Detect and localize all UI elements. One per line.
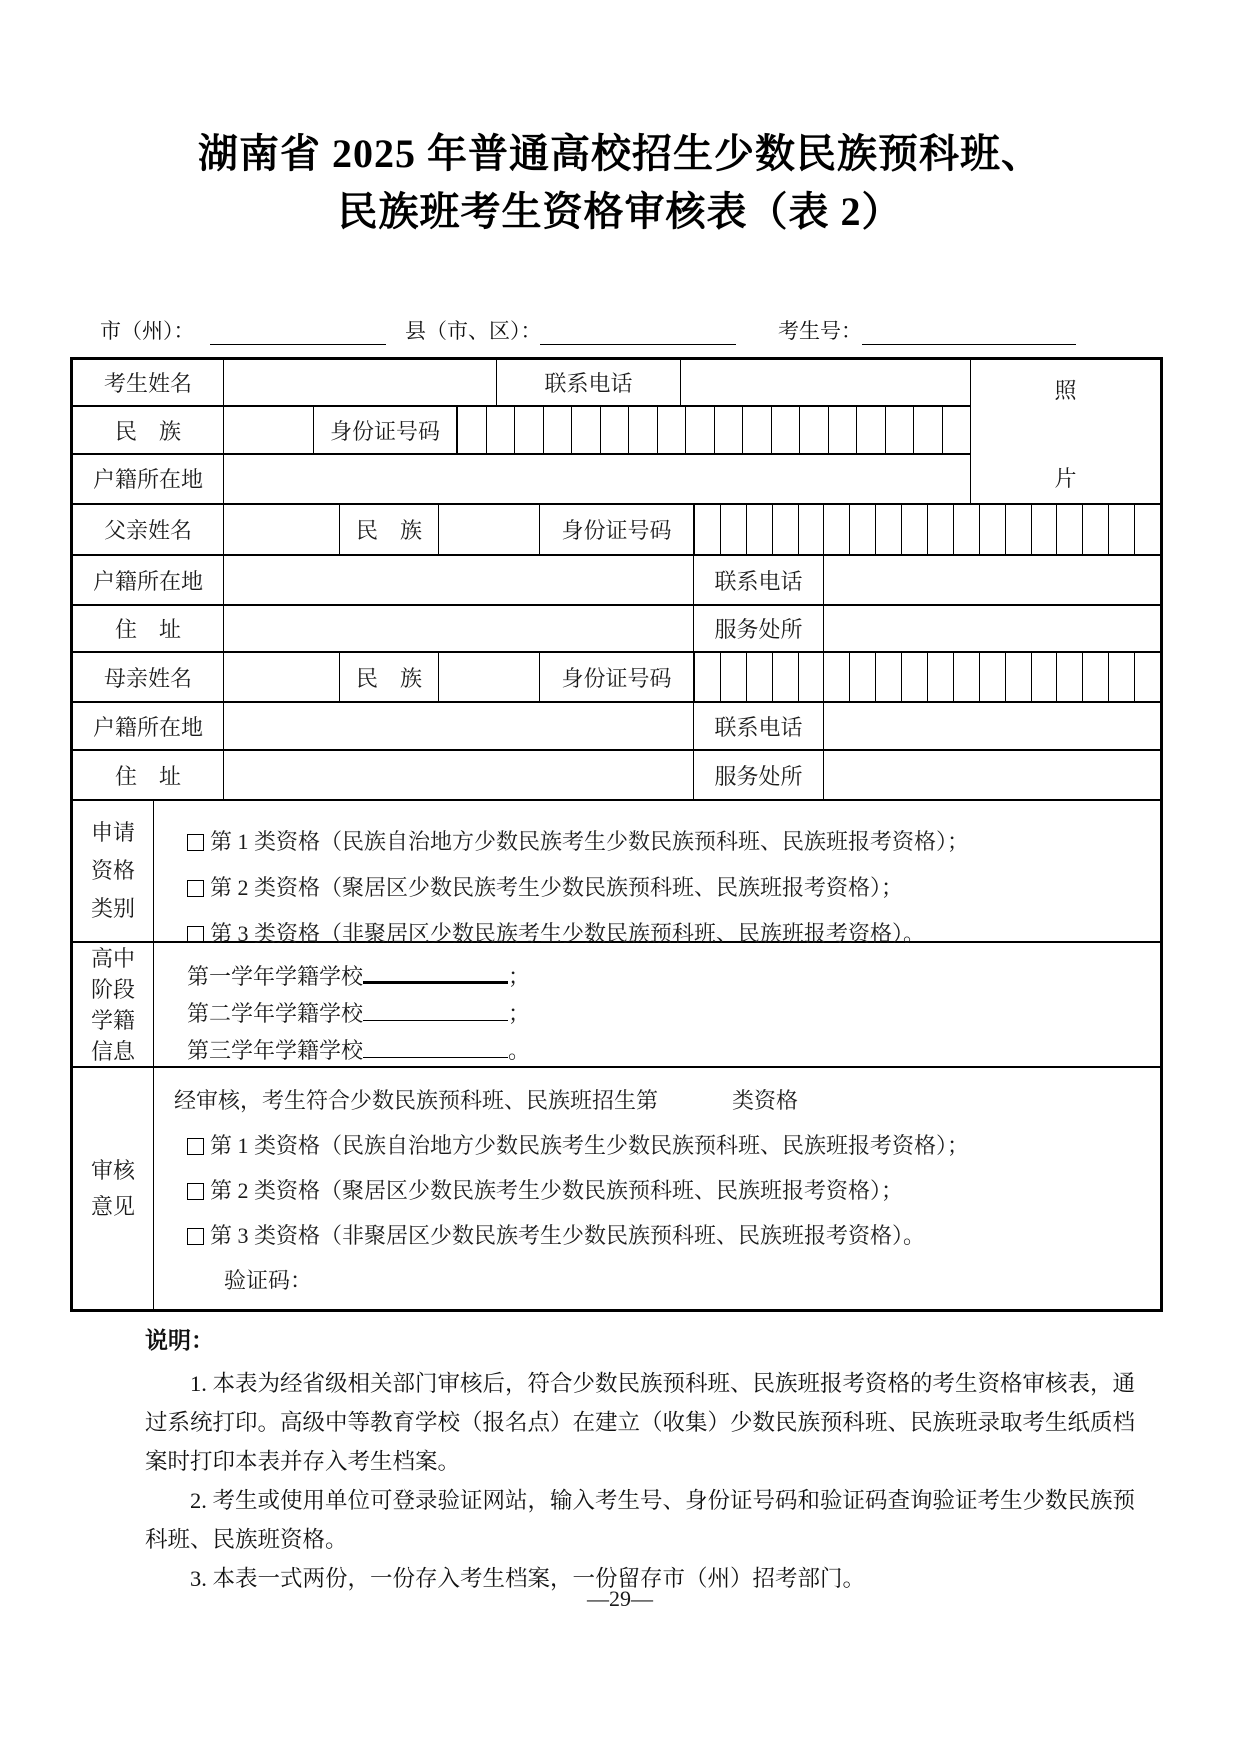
id-digit-cell[interactable] [798,653,824,701]
mother-address-label: 住 址 [114,763,181,789]
county-label: 县（市、区）： [405,319,542,343]
id-digit-cell[interactable] [714,407,743,452]
note-item-1: 1. 本表为经省级相关部门审核后，符合少数民族预科班、民族班报考资格的考生资格审核表，通过系统打印。高级中等教育学校（报名点）在建立（收集）少数民族预科班、民族班录取考生纸质档案时打印本表并存入考生档案。 [145,1371,1136,1474]
id-digit-cell[interactable] [1134,653,1160,701]
review-option-3: 第 3 类资格（非聚居区少数民族考生少数民族预科班、民族班报考资格）。 [174,1213,1150,1258]
id-digit-cell[interactable] [1031,653,1057,701]
candidate-residence-field[interactable] [223,455,970,503]
id-digit-cell[interactable] [1134,505,1160,554]
id-digit-cell[interactable] [1082,505,1108,554]
id-digit-cell[interactable] [600,407,629,452]
review-option-1: 第 1 类资格（民族自治地方少数民族考生少数民族预科班、民族班报考资格）； [174,1123,1150,1168]
notes-heading: 说明： [145,1328,214,1353]
id-digit-cell[interactable] [694,653,720,701]
id-digit-cell[interactable] [927,505,953,554]
id-digit-cell[interactable] [1108,505,1134,554]
review-intro-line: 经审核，考生符合少数民族预科班、民族班招生第 类资格 [174,1088,799,1113]
mother-ethnicity-field[interactable] [438,653,539,701]
id-digit-cell[interactable] [953,653,979,701]
candidate-name-row [73,360,970,407]
school-year2-input-line[interactable] [363,1001,508,1021]
id-digit-cell[interactable] [628,407,657,452]
father-ethnicity-label: 民 族 [339,505,438,554]
id-digit-cell[interactable] [799,407,828,452]
apply-option-2: 第 2 类资格（聚居区少数民族考生少数民族预科班、民族班报考资格）； [187,865,1150,911]
candidate-id-grid[interactable] [456,407,970,452]
city-label: 市（州）： [100,319,195,343]
id-digit-cell[interactable] [772,653,798,701]
photo-box [970,360,1160,503]
mother-ethnicity-label: 民 族 [339,653,438,701]
id-digit-cell[interactable] [823,653,849,701]
candidate-ethnicity-row [73,407,970,454]
father-id-grid[interactable] [693,505,1160,554]
father-address-label: 住 址 [114,617,181,642]
mother-name-label: 母亲姓名 [103,665,192,691]
apply-option-3: 第 3 类资格（非聚居区少数民族考生少数民族预科班、民族班报考资格）。 [187,911,1150,957]
id-digit-cell[interactable] [1056,653,1082,701]
mother-name-row [73,653,1160,703]
father-phone-field[interactable] [823,556,1160,604]
id-digit-cell[interactable] [856,407,885,452]
id-digit-cell[interactable] [457,407,486,452]
father-residence-label: 户籍所在地 [92,568,203,594]
id-digit-cell[interactable] [1108,653,1134,701]
id-digit-cell[interactable] [942,407,971,452]
father-name-row [73,505,1160,556]
id-digit-cell[interactable] [720,505,746,554]
school-info-row [73,943,1160,1068]
school-year1-input-line[interactable] [363,964,508,984]
id-digit-cell[interactable] [571,407,600,452]
father-phone-label: 联系电话 [693,556,823,604]
notes-section [145,1324,1137,1598]
father-workplace-field[interactable] [823,606,1160,651]
candidate-residence-row [73,455,970,503]
id-digit-cell[interactable] [849,505,875,554]
mother-workplace-label: 服务处所 [693,751,823,799]
id-digit-cell[interactable] [746,653,772,701]
page-number: —29— [587,1586,653,1611]
father-ethnicity-field[interactable] [438,505,539,554]
father-address-row [73,606,1160,653]
id-digit-cell[interactable] [849,653,875,701]
id-digit-cell[interactable] [746,505,772,554]
candidate-phone-field[interactable] [680,360,970,405]
school-info-label: 高中 阶段 学籍 信息 [90,945,135,1064]
review-form-table [70,357,1163,1312]
mother-residence-label: 户籍所在地 [92,714,203,740]
city-input-line[interactable] [210,318,386,345]
candidate-no-input-line[interactable] [862,318,1076,345]
candidate-phone-label: 联系电话 [496,360,680,405]
photo-label-bottom: 片 [1054,466,1077,491]
id-digit-cell[interactable] [828,407,857,452]
photo-label-top: 照 [1054,378,1077,403]
id-digit-cell[interactable] [901,505,927,554]
id-digit-cell[interactable] [543,407,572,452]
apply-category-options [153,801,1160,946]
mother-workplace-field[interactable] [823,751,1160,799]
checkbox-icon[interactable] [187,1228,204,1245]
mother-address-field[interactable] [223,751,693,799]
id-digit-cell[interactable] [927,653,953,701]
father-residence-row [73,556,1160,606]
mother-address-row [73,751,1160,801]
father-name-label: 父亲姓名 [103,518,192,543]
school-info-content [153,943,1160,1066]
id-digit-cell[interactable] [885,407,914,452]
checkbox-icon[interactable] [187,1138,204,1155]
review-opinion-row [73,1068,1160,1309]
school-year1-line: 第一学年学籍学校 ； [187,964,531,989]
id-digit-cell[interactable] [979,505,1005,554]
mother-name-field[interactable] [223,653,339,701]
id-digit-cell[interactable] [1005,653,1031,701]
mother-id-label: 身份证号码 [539,653,693,701]
id-digit-cell[interactable] [1082,653,1108,701]
apply-option-1: 第 1 类资格（民族自治地方少数民族考生少数民族预科班、民族班报考资格）； [187,819,1150,865]
id-digit-cell[interactable] [1005,505,1031,554]
id-digit-cell[interactable] [771,407,800,452]
id-digit-cell[interactable] [720,653,746,701]
candidate-ethnicity-field[interactable] [223,407,313,452]
candidate-ethnicity-label: 民 族 [114,418,181,444]
id-digit-cell[interactable] [1056,505,1082,554]
candidate-residence-label: 户籍所在地 [92,467,203,493]
apply-category-label: 申请 资格 类别 [90,820,135,921]
note-item-2: 2. 考生或使用单位可登录验证网站，输入考生号、身份证号码和验证码查询验证考生少数民族预科班、民族班资格。 [145,1488,1136,1552]
checkbox-icon[interactable] [187,880,204,897]
id-digit-cell[interactable] [486,407,515,452]
review-option-2: 第 2 类资格（聚居区少数民族考生少数民族预科班、民族班报考资格）； [174,1168,1150,1213]
id-digit-cell[interactable] [875,505,901,554]
review-opinion-label: 审核 意见 [90,1157,135,1219]
candidate-info-group [73,360,1160,505]
candidate-id-label: 身份证号码 [313,407,456,452]
mother-id-grid[interactable] [693,653,1160,701]
id-digit-cell[interactable] [875,653,901,701]
candidate-name-field[interactable] [223,360,496,405]
father-workplace-label: 服务处所 [693,606,823,651]
candidate-no-label: 考生号： [778,319,862,343]
father-id-label: 身份证号码 [539,505,693,554]
id-digit-cell[interactable] [901,653,927,701]
id-digit-cell[interactable] [742,407,771,452]
id-digit-cell[interactable] [823,505,849,554]
id-digit-cell[interactable] [514,407,543,452]
note-item-3: 3. 本表一式两份，一份存入考生档案，一份留存市（州）招考部门。 [190,1566,866,1591]
school-year2-line: 第二学年学籍学校 ； [187,1001,531,1026]
candidate-name-label: 考生姓名 [103,371,192,397]
school-year3-line: 第三学年学籍学校 。 [187,1038,531,1063]
checkbox-icon[interactable] [187,834,204,851]
id-digit-cell[interactable] [1031,505,1057,554]
mother-phone-label: 联系电话 [693,703,823,749]
review-opinion-content [153,1068,1160,1309]
county-input-line[interactable] [540,318,736,345]
checkbox-icon[interactable] [187,1183,204,1200]
form-title-line1: 湖南省 2025 年普通高校招生少数民族预科班、 [198,131,1042,176]
id-digit-cell[interactable] [772,505,798,554]
mother-residence-row [73,703,1160,751]
id-digit-cell[interactable] [798,505,824,554]
id-digit-cell[interactable] [685,407,714,452]
mother-phone-field[interactable] [823,703,1160,749]
form-title-line2: 民族班考生资格审核表（表 2） [337,189,903,234]
id-digit-cell[interactable] [913,407,942,452]
school-year3-input-line[interactable] [363,1038,508,1058]
id-digit-cell[interactable] [657,407,686,452]
father-residence-field[interactable] [223,556,693,604]
father-address-field[interactable] [223,606,693,651]
id-digit-cell[interactable] [979,653,1005,701]
father-name-field[interactable] [223,505,339,554]
id-digit-cell[interactable] [694,505,720,554]
captcha-label: 验证码： [224,1268,313,1293]
id-digit-cell[interactable] [953,505,979,554]
checkbox-icon[interactable] [187,926,204,943]
mother-residence-field[interactable] [223,703,693,749]
apply-category-row [73,801,1160,946]
